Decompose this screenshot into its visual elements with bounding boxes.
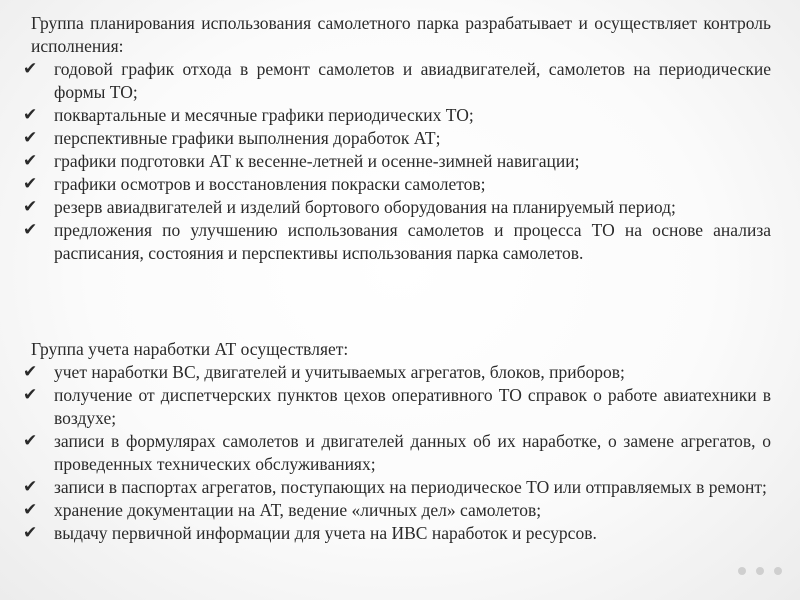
accounting-group-intro: Группа учета наработки АТ осуществляет:	[31, 339, 349, 359]
checkmark-icon: ✔	[23, 174, 38, 194]
list-item-text: перспективные графики выполнения доработок АТ;	[54, 128, 441, 148]
checkmark-icon: ✔	[23, 128, 38, 148]
list-item	[23, 430, 771, 476]
list-item	[23, 522, 771, 545]
checkmark-icon: ✔	[23, 151, 38, 171]
accounting-group-section	[23, 338, 771, 545]
planning-group-intro: Группа планирования использования самолетного парка разрабатывает и осуществляет контроль исполнения:	[31, 13, 771, 56]
list-item-text: хранение документации на АТ, ведение «личных дел» самолетов;	[54, 500, 542, 520]
list-item-text: получение от диспетчерских пунктов цехов оперативного ТО справок о работе авиатехники в воздухе;	[54, 385, 771, 428]
checkmark-icon: ✔	[23, 362, 38, 382]
planning-group-section	[23, 12, 771, 265]
checkmark-icon: ✔	[23, 500, 38, 520]
list-item	[23, 196, 771, 219]
slide-nav-dots	[738, 562, 788, 580]
checkmark-icon: ✔	[23, 105, 38, 125]
nav-dot-icon[interactable]	[774, 567, 782, 575]
nav-dot-icon[interactable]	[756, 567, 764, 575]
accounting-group-list	[23, 361, 771, 545]
checkmark-icon: ✔	[23, 385, 38, 405]
checkmark-icon: ✔	[23, 523, 38, 543]
checkmark-icon: ✔	[23, 477, 38, 497]
list-item	[23, 384, 771, 430]
list-item	[23, 219, 771, 265]
checkmark-icon: ✔	[23, 59, 38, 79]
list-item-text: записи в формулярах самолетов и двигателей данных об их наработке, о замене агрегатов, о проведенных технических обслуживаниях;	[54, 431, 771, 474]
list-item	[23, 150, 771, 173]
list-item-text: учет наработки ВС, двигателей и учитываемых агрегатов, блоков, приборов;	[54, 362, 625, 382]
checkmark-icon: ✔	[23, 197, 38, 217]
list-item	[23, 58, 771, 104]
list-item-text: годовой график отхода в ремонт самолетов и авиадвигателей, самолетов на периодические формы ТО;	[54, 59, 771, 102]
list-item	[23, 104, 771, 127]
nav-dot-icon[interactable]	[738, 567, 746, 575]
checkmark-icon: ✔	[23, 431, 38, 451]
checkmark-icon: ✔	[23, 220, 38, 240]
list-item-text: поквартальные и месячные графики периодических ТО;	[54, 105, 474, 125]
list-item	[23, 173, 771, 196]
list-item-text: выдачу первичной информации для учета на ИВС наработок и ресурсов.	[54, 523, 597, 543]
list-item-text: графики подготовки АТ к весенне-летней и осенне-зимней навигации;	[54, 151, 580, 171]
list-item-text: резерв авиадвигателей и изделий бортового оборудования на планируемый период;	[54, 197, 676, 217]
list-item	[23, 476, 771, 499]
list-item	[23, 361, 771, 384]
list-item	[23, 499, 771, 522]
list-item-text: записи в паспортах агрегатов, поступающих на периодическое ТО или отправляемых в ремонт;	[54, 477, 767, 497]
planning-group-list	[23, 58, 771, 265]
list-item-text: предложения по улучшению использования самолетов и процесса ТО на основе анализа расписания, состояния и перспективы использования парка самолетов.	[54, 220, 771, 263]
list-item	[23, 127, 771, 150]
list-item-text: графики осмотров и восстановления покраски самолетов;	[54, 174, 486, 194]
